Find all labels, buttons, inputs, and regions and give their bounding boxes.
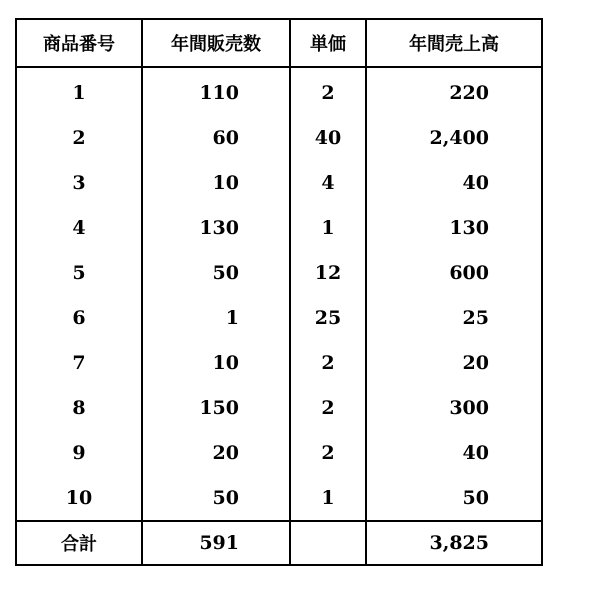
header-row	[16, 19, 542, 67]
product-number-cell: 1	[16, 67, 142, 115]
annual-quantity-cell: 110	[142, 67, 290, 115]
unit-price-cell: 12	[290, 250, 366, 295]
unit-price-cell: 40	[290, 115, 366, 160]
annual-quantity-cell: 1	[142, 295, 290, 340]
annual-sales-cell: 25	[366, 295, 542, 340]
unit-price-cell: 4	[290, 160, 366, 205]
table-row	[16, 475, 542, 521]
unit-price-cell: 25	[290, 295, 366, 340]
annual-sales-cell: 130	[366, 205, 542, 250]
annual-sales-cell: 300	[366, 385, 542, 430]
table-row	[16, 115, 542, 160]
annual-sales-cell: 600	[366, 250, 542, 295]
annual-quantity-cell: 130	[142, 205, 290, 250]
annual-sales-cell: 40	[366, 430, 542, 475]
table-row	[16, 67, 542, 115]
table-row	[16, 205, 542, 250]
table-row	[16, 340, 542, 385]
annual-sales-cell: 220	[366, 67, 542, 115]
unit-price-cell: 2	[290, 385, 366, 430]
table-row	[16, 250, 542, 295]
sales-table	[15, 18, 543, 566]
annual-quantity-cell: 50	[142, 250, 290, 295]
table-header	[16, 19, 542, 67]
product-number-cell: 6	[16, 295, 142, 340]
unit-price-cell: 2	[290, 430, 366, 475]
annual-quantity-cell: 50	[142, 475, 290, 521]
product-number-cell: 9	[16, 430, 142, 475]
table-row	[16, 430, 542, 475]
unit-price-cell: 1	[290, 475, 366, 521]
annual-quantity-cell: 150	[142, 385, 290, 430]
table-row	[16, 160, 542, 205]
product-number-cell: 10	[16, 475, 142, 521]
header-annual-sales: 年間売上高	[366, 19, 542, 67]
annual-quantity-cell: 60	[142, 115, 290, 160]
header-product-number: 商品番号	[16, 19, 142, 67]
annual-sales-cell: 40	[366, 160, 542, 205]
product-number-cell: 8	[16, 385, 142, 430]
annual-quantity-cell: 20	[142, 430, 290, 475]
total-label: 合計	[16, 521, 142, 565]
total-sales: 3,825	[366, 521, 542, 565]
product-number-cell: 4	[16, 205, 142, 250]
annual-quantity-cell: 10	[142, 340, 290, 385]
table-row	[16, 295, 542, 340]
header-annual-quantity: 年間販売数	[142, 19, 290, 67]
annual-sales-cell: 50	[366, 475, 542, 521]
annual-quantity-cell: 10	[142, 160, 290, 205]
total-row	[16, 521, 542, 565]
unit-price-cell: 2	[290, 67, 366, 115]
unit-price-cell: 1	[290, 205, 366, 250]
table-row	[16, 385, 542, 430]
unit-price-cell: 2	[290, 340, 366, 385]
annual-sales-cell: 2,400	[366, 115, 542, 160]
annual-sales-cell: 20	[366, 340, 542, 385]
product-number-cell: 5	[16, 250, 142, 295]
header-unit-price: 単価	[290, 19, 366, 67]
total-unit-price	[290, 521, 366, 565]
total-quantity: 591	[142, 521, 290, 565]
product-number-cell: 3	[16, 160, 142, 205]
table-footer	[16, 521, 542, 565]
table-body	[16, 67, 542, 521]
product-number-cell: 2	[16, 115, 142, 160]
product-number-cell: 7	[16, 340, 142, 385]
